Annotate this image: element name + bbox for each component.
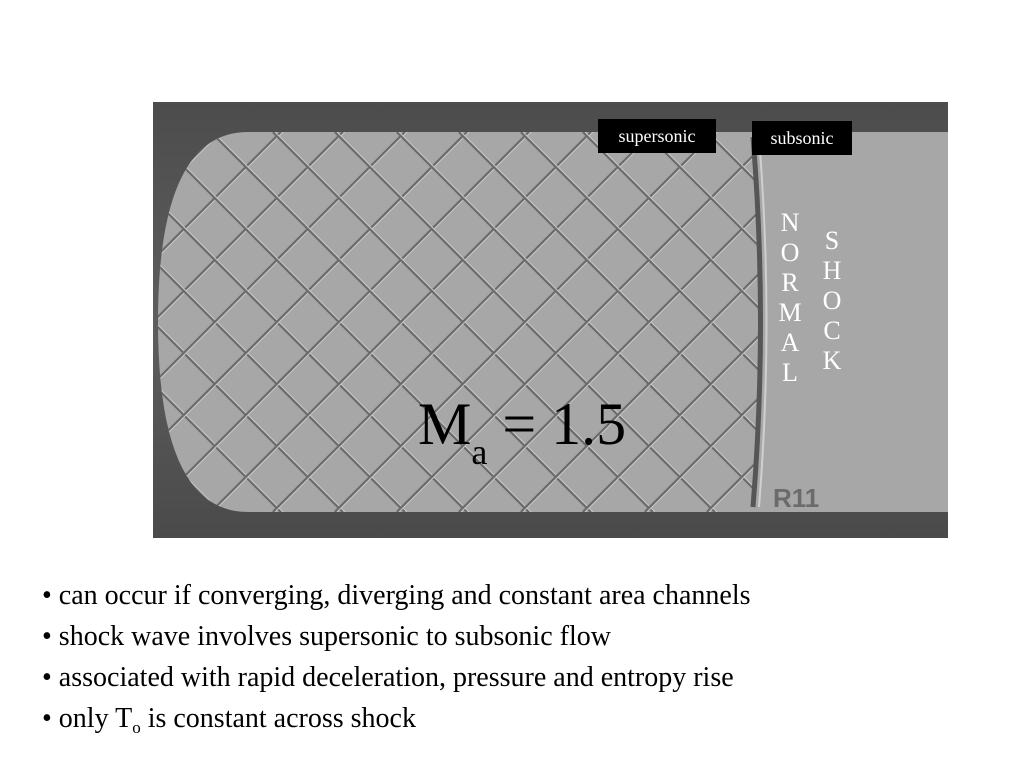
bullet-subscript: o <box>132 718 141 737</box>
subsonic-label: subsonic <box>752 121 852 155</box>
normal-vertical-text: NORMAL <box>778 208 802 387</box>
mach-value: = 1.5 <box>487 391 627 457</box>
plate-marking: R11 <box>773 483 820 513</box>
bullet-item: • can occur if converging, diverging and constant area channels <box>42 580 751 611</box>
bullet-item: • shock wave involves supersonic to subsonic flow <box>42 621 611 652</box>
bullet-item <box>42 698 751 742</box>
mach-subscript: a <box>471 432 488 472</box>
mach-number-label <box>418 388 627 472</box>
bullet-prefix: • only T <box>42 703 133 734</box>
supersonic-label: supersonic <box>598 119 716 153</box>
bullet-suffix: is constant across shock <box>140 703 416 734</box>
shock-vertical-text: SHOCK <box>822 226 842 375</box>
bullet-item: • associated with rapid deceleration, pressure and entropy rise <box>42 662 734 693</box>
bullet-list <box>42 575 751 742</box>
mach-symbol: M <box>418 391 472 457</box>
